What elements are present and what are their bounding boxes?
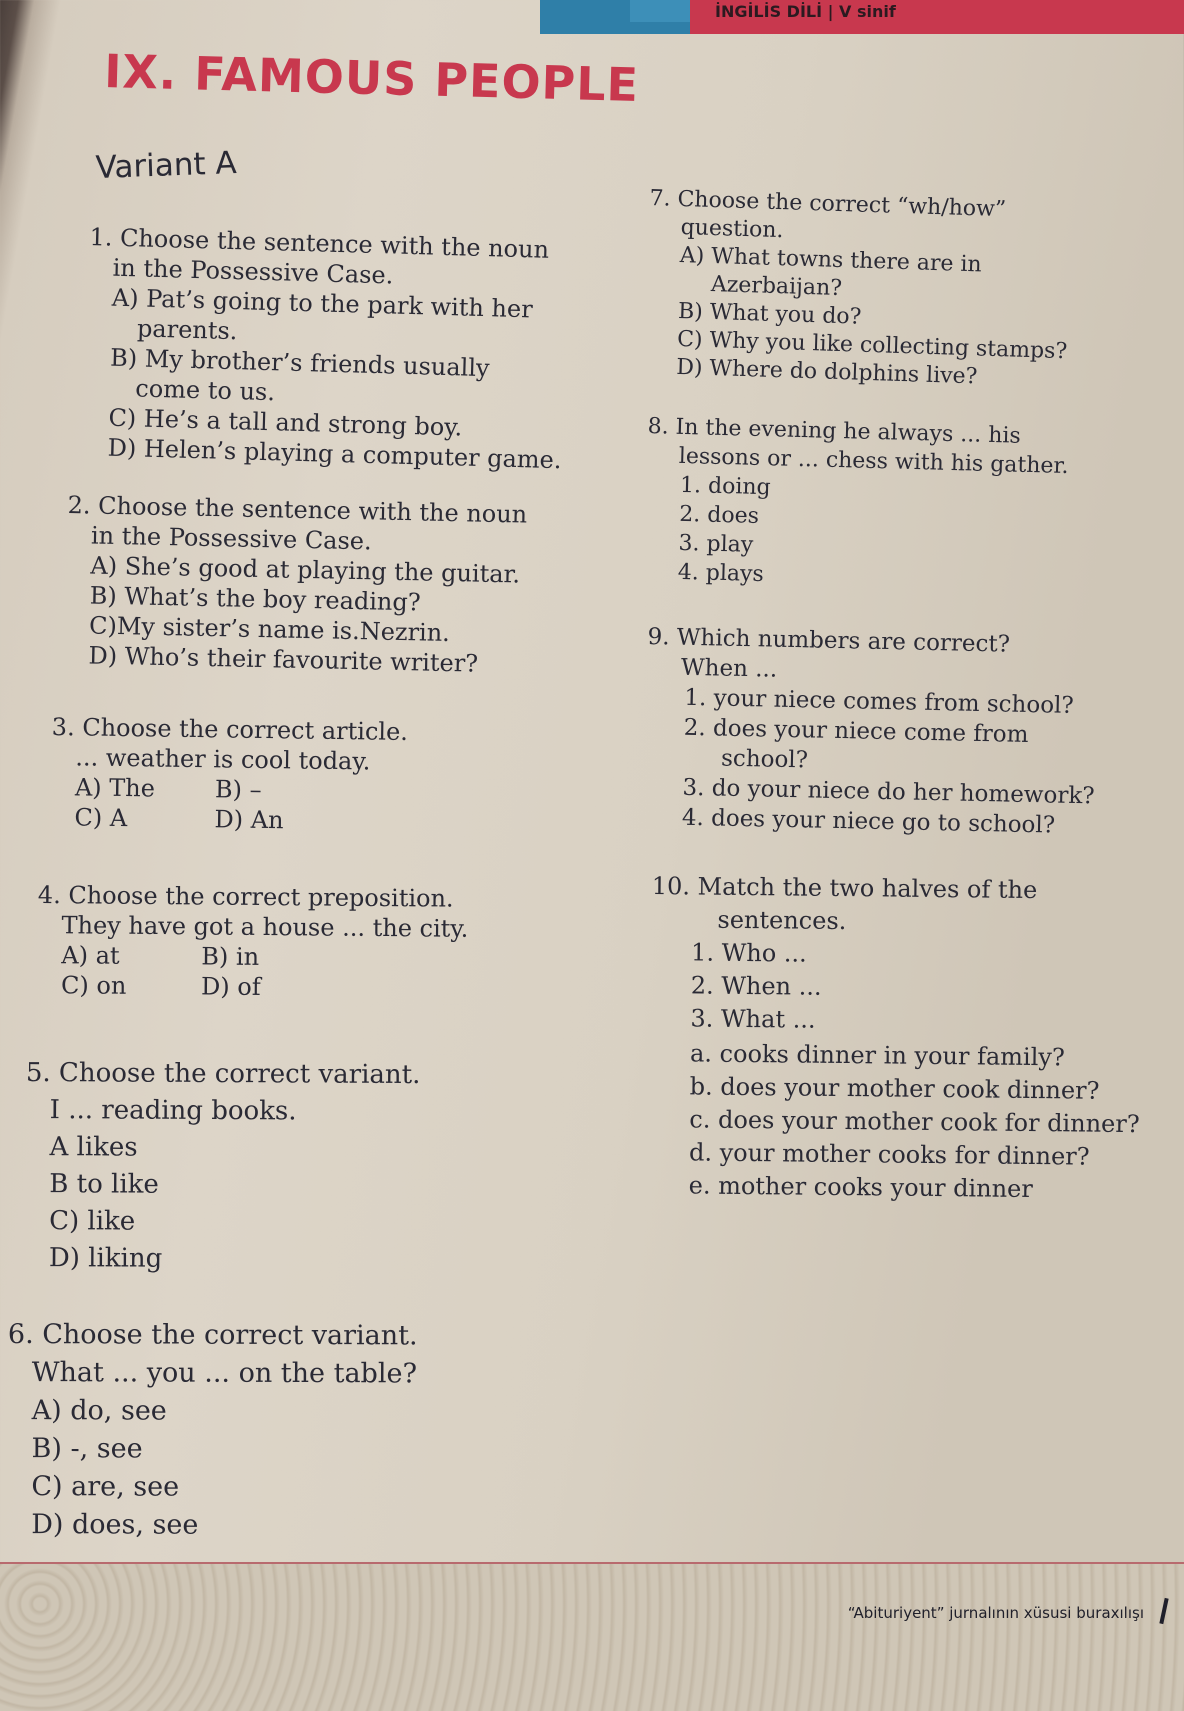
question-8 <box>643 412 1069 597</box>
option-2-cont: school? <box>720 745 809 774</box>
question-4-prompt: 4. Choose the correct preposition. <box>37 880 454 913</box>
option-1: 1. doing <box>679 472 771 501</box>
variant-title: Variant A <box>95 145 238 186</box>
option-a: A) at <box>61 941 120 970</box>
footer-ornament <box>0 1562 1184 1711</box>
option-2: 2. does your niece come from <box>683 714 1029 748</box>
question-5-sentence: I ... reading books. <box>49 1095 297 1127</box>
option-d: D) Where do dolphins live? <box>675 354 978 390</box>
publication-credit: “Abituriyent” jurnalının xüsusi buraxılışı <box>847 1604 1144 1622</box>
option-b: B) What you do? <box>677 298 862 330</box>
option-3: 3. do your niece do her homework? <box>682 774 1095 810</box>
question-8-prompt-line2: lessons or ... chess with his gather. <box>678 443 1069 480</box>
option-b: B) -, see <box>31 1433 143 1465</box>
header-ornament <box>630 0 690 22</box>
question-3-sentence: ... weather is cool today. <box>75 743 371 776</box>
option-c: C) He’s a tall and strong boy. <box>108 403 463 442</box>
question-6 <box>7 1316 417 1545</box>
option-c: C) like <box>49 1206 136 1237</box>
question-6-sentence: What ... you ... on the table? <box>31 1357 418 1390</box>
option-b-cont: come to us. <box>134 374 276 407</box>
option-a: A likes <box>49 1132 138 1163</box>
chapter-title: IX. FAMOUS PEOPLE <box>103 44 640 112</box>
option-d: D) Who’s their favourite writer? <box>88 641 479 678</box>
question-3-prompt: 3. Choose the correct article. <box>51 712 409 746</box>
option-c: C) Why you like collecting stamps? <box>676 326 1068 365</box>
option-d: D) An <box>214 805 284 835</box>
question-10 <box>649 870 1143 1207</box>
sentence-start-1: 1. Who ... <box>690 938 807 968</box>
sentence-start-2: 2. When ... <box>690 971 822 1001</box>
sentence-ending-d: d. your mother cooks for dinner? <box>688 1138 1090 1171</box>
sentence-ending-b: b. does your mother cook dinner? <box>689 1072 1100 1105</box>
option-3: 3. play <box>678 530 754 558</box>
sentence-start-3: 3. What ... <box>690 1004 816 1034</box>
question-1-prompt-line2: in the Possessive Case. <box>112 253 394 290</box>
question-7 <box>644 185 1072 394</box>
option-b: B) What’s the boy reading? <box>89 581 421 617</box>
option-b: B) – <box>214 775 262 804</box>
question-6-prompt: 6. Choose the correct variant. <box>7 1319 418 1352</box>
option-a: A) Pat’s going to the park with her <box>111 283 534 324</box>
footer-slash-mark <box>1159 1598 1168 1624</box>
option-a-cont: Azerbaijan? <box>710 271 843 302</box>
header-bar <box>540 0 1184 34</box>
option-c: C) A <box>74 803 128 833</box>
question-1 <box>83 222 567 475</box>
sentence-ending-c: c. does your mother cook for dinner? <box>689 1105 1140 1139</box>
question-7-prompt-line2: question. <box>680 214 784 244</box>
subject-label: İNGİLİS DİLİ | V sinif <box>715 2 896 21</box>
question-5 <box>25 1055 421 1279</box>
option-d: D) does, see <box>31 1509 199 1541</box>
option-4: 4. does your niece go to school? <box>681 804 1056 839</box>
option-a: A) She’s good at playing the guitar. <box>90 551 521 589</box>
option-d: D) liking <box>48 1243 163 1274</box>
question-10-prompt: 10. Match the two halves of the <box>651 871 1038 905</box>
option-b: B) My brother’s friends usually <box>109 343 490 383</box>
option-a-cont: parents. <box>136 314 238 346</box>
question-10-prompt-line2: sentences. <box>717 905 847 936</box>
question-9-stem: When ... <box>680 654 778 683</box>
sentence-ending-a: a. cooks dinner in your family? <box>689 1039 1065 1072</box>
option-b: B) in <box>201 942 260 971</box>
option-a: A) The <box>74 773 156 803</box>
option-a: A) do, see <box>31 1395 167 1427</box>
question-2-prompt-line2: in the Possessive Case. <box>90 521 372 556</box>
option-c: C) on <box>60 971 127 1000</box>
option-4: 4. plays <box>677 559 765 588</box>
option-2: 2. does <box>679 501 760 529</box>
question-4 <box>37 880 469 1004</box>
option-a: A) What towns there are in <box>679 242 983 278</box>
question-4-sentence: They have got a house ... the city. <box>61 911 469 943</box>
question-5-prompt: 5. Choose the correct variant. <box>25 1058 421 1091</box>
question-3 <box>50 712 408 837</box>
question-8-prompt: 8. In the evening he always ... his <box>647 413 1022 449</box>
question-2 <box>64 490 527 680</box>
question-7-prompt: 7. Choose the correct “wh/how” <box>649 185 1007 223</box>
option-d: D) Helen’s playing a computer game. <box>107 433 562 475</box>
option-c: C) are, see <box>31 1471 180 1503</box>
option-c: C)My sister’s name is.Nezrin. <box>88 611 451 648</box>
question-9-prompt: 9. Which numbers are correct? <box>647 623 1011 658</box>
option-d: D) of <box>200 972 261 1001</box>
sentence-ending-e: e. mother cooks your dinner <box>688 1171 1033 1204</box>
question-9 <box>644 622 1098 841</box>
option-1: 1. your niece comes from school? <box>684 684 1075 719</box>
option-b: B to like <box>49 1169 159 1200</box>
question-2-prompt: 2. Choose the sentence with the noun <box>67 490 528 529</box>
question-1-prompt: 1. Choose the sentence with the noun <box>89 222 550 264</box>
